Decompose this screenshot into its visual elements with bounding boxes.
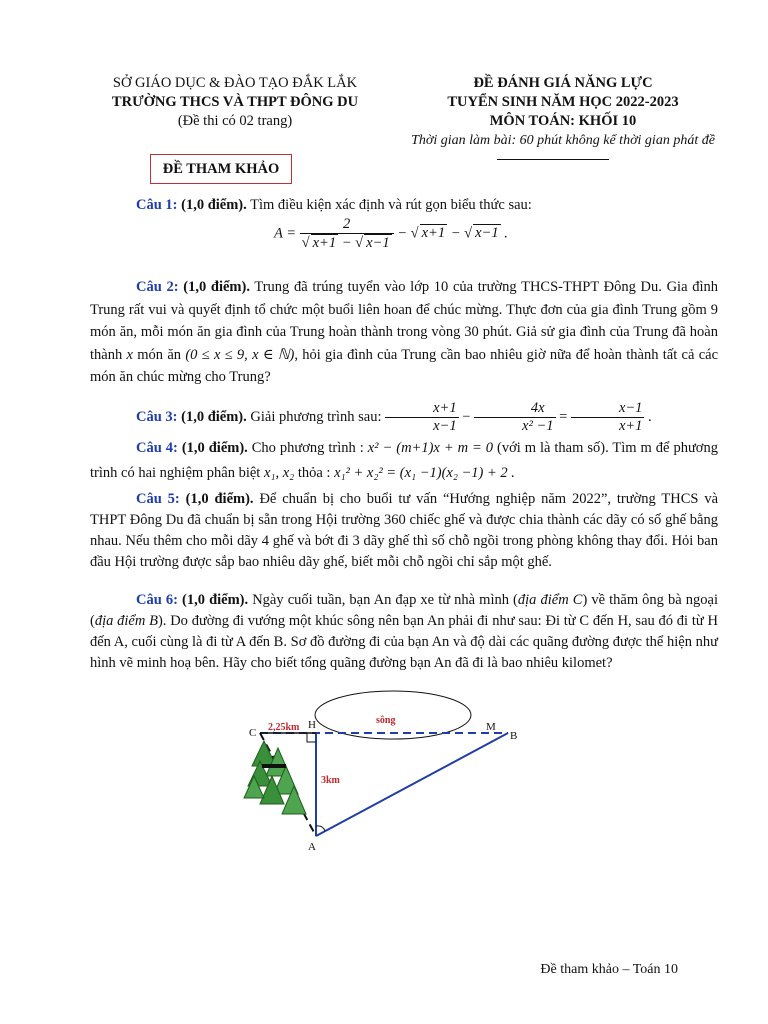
question-4-equation: x² − (m+1)x + m = 0 xyxy=(367,440,494,456)
question-1-points: (1,0 điểm). xyxy=(181,197,247,213)
q1-den-root-a: x+1 xyxy=(312,235,337,251)
question-5-label: Câu 5: xyxy=(136,491,180,507)
department-name: SỞ GIÁO DỤC & ĐÀO TẠO ĐẮK LẮK xyxy=(112,75,358,91)
exam-subject: MÔN TOÁN: KHỐI 10 xyxy=(489,113,637,129)
question-6-location-c: địa điểm C xyxy=(517,592,583,608)
exam-header xyxy=(388,74,738,150)
q1-lhs: A = xyxy=(274,225,297,242)
question-6-label: Câu 6: xyxy=(136,592,178,608)
label-river: sông xyxy=(376,715,396,726)
question-3-points: (1,0 điểm). xyxy=(181,408,247,425)
page-footer: Đề tham khảo – Toán 10 xyxy=(540,962,678,977)
label-b: B xyxy=(510,730,518,742)
exam-time: Thời gian làm bài: 60 phút không kể thời gian phát đề xyxy=(411,133,715,148)
label-ha-distance: 3km xyxy=(321,775,340,786)
question-2 xyxy=(90,276,718,389)
right-angle-h xyxy=(307,733,316,742)
question-6-points: (1,0 điểm). xyxy=(182,592,249,608)
q1-tail-root-a: x+1 xyxy=(421,225,446,242)
question-4-points: (1,0 điểm). xyxy=(181,440,248,456)
q1-tail-root-b: x−1 xyxy=(475,225,499,242)
question-4-text-a: Cho phương trình : xyxy=(251,440,364,456)
q3-fraction-1 xyxy=(385,400,458,435)
route-diagram xyxy=(230,686,530,856)
question-5-text: Để chuẩn bị cho buổi tư vấn “Hướng nghiệp năm 2022”, trường THCS và THPT Đông Du đã chuẩn bị sẵn trong Hội trường 360 chiếc ghế và được chia thành các dãy có số ghế bằng nhau. Nếu thêm cho mỗi dãy 4 ghế và bớt đi 3 dãy ghế thì số chỗ ngồi trong phòng không thay đổi. Hỏi ban đầu Hội trường được sắp bao nhiêu dãy ghế, biết mỗi chỗ ngồi chỉ sắp một ghế. xyxy=(90,491,719,570)
q1-numerator: 2 xyxy=(300,216,394,234)
question-2-condition: (0 ≤ x ≤ 9, x ∈ ℕ) xyxy=(185,346,295,363)
label-c: C xyxy=(249,727,257,739)
q3-f3-num: x−1 xyxy=(571,400,644,418)
q3-fraction-3 xyxy=(571,400,644,435)
question-6-location-b: địa điểm B xyxy=(94,613,158,629)
question-6-text-b: ) về thăm ông bà ngoại ( xyxy=(90,592,718,629)
question-4-condition: x₁² + x₂² = (x₁ −1)(x₂ −1) + 2 . xyxy=(334,465,515,481)
q1-denominator: √ x+1 − √ x−1 xyxy=(301,235,390,251)
question-5-points: (1,0 điểm). xyxy=(185,491,254,507)
label-ch-distance: 2,25km xyxy=(268,722,300,733)
question-2-text-c: , hỏi gia đình của Trung cần bao nhiêu giờ nữa để hoàn thành tất cả các món ăn chúc mừng cho Trung? xyxy=(90,346,719,385)
question-2-variable: x xyxy=(126,346,133,363)
question-4-roots: x₁, x₂ xyxy=(263,465,295,481)
question-3-label: Câu 3: xyxy=(136,408,178,425)
question-2-points: (1,0 điểm). xyxy=(183,279,250,295)
question-1-label: Câu 1: xyxy=(136,197,178,213)
question-1-text: Tìm điều kiện xác định và rút gọn biểu thức sau: xyxy=(250,197,532,213)
question-4-text-c: phương trình có hai nghiệm phân biệt xyxy=(90,440,718,481)
q3-f1-num: x+1 xyxy=(385,400,458,418)
question-3-text: Giải phương trình sau: xyxy=(250,408,382,425)
q3-f1-den: x−1 xyxy=(433,418,457,434)
q3-f3-den: x+1 xyxy=(618,418,643,434)
question-4 xyxy=(90,436,718,486)
question-6 xyxy=(90,590,718,674)
header-rule xyxy=(497,159,609,160)
q3-f2-num: 4x xyxy=(474,400,555,418)
question-4-label: Câu 4: xyxy=(136,440,178,456)
question-4-text-b: (với m là tham số). Tìm m để xyxy=(496,440,670,456)
school-name: TRƯỜNG THCS VÀ THPT ĐÔNG DU xyxy=(111,94,359,110)
question-1-formula: A = $\frac{2}{√ x+1 - √ x-1}$ − √ x+1 − √ x−1 . xyxy=(274,216,508,251)
forest-icon xyxy=(244,741,306,814)
exam-year: TUYỂN SINH NĂM HỌC 2022-2023 xyxy=(447,94,679,110)
q1-den-root-b: x−1 xyxy=(366,235,390,251)
label-a: A xyxy=(308,841,316,853)
q3-f2-den: x² −1 xyxy=(522,418,554,434)
question-2-text-a: Trung đã trúng tuyển vào lớp 10 của trường THCS-THPT Đông Du. Gia đình Trung rất vui và quyết định tổ chức một buổi liên hoan để chúc mừng. Thực đơn của gia đình Trung gồm 9 món ăn, mỗi món ăn gia đình của Trung hoàn thành trong vòng 30 phút. Giả sử gia đình của Trung đã hoàn thành xyxy=(90,279,718,363)
question-6-text-a: Ngày cuối tuần, bạn An đạp xe từ nhà mình ( xyxy=(252,592,518,608)
question-2-text-b: món ăn xyxy=(137,346,182,363)
q1-fraction xyxy=(300,216,394,252)
question-4-text-d: thỏa : xyxy=(297,465,331,481)
label-h: H xyxy=(308,719,316,731)
question-2-label: Câu 2: xyxy=(136,279,179,295)
q3-fraction-2 xyxy=(474,400,555,435)
label-m: M xyxy=(486,721,496,733)
question-6-text-c: ). Do đường đi vướng một khúc sông nên bạn An phải đi như sau: Đi từ C đến H, sau đó đi từ H đến A, cuối cùng là đi từ A đến B. Sơ đồ đường đi của bạn An và độ dài các quãng đường được thể hiện như hình vẽ minh hoạ bên. Hãy cho biết tổng quãng đường bạn An đã đi là bao nhiêu kilomet? xyxy=(90,613,718,671)
exam-title: ĐỀ ĐÁNH GIÁ NĂNG LỰC xyxy=(473,75,653,91)
page-count-note: (Đề thi có 02 trang) xyxy=(177,113,293,129)
school-header xyxy=(80,74,390,131)
segment-a-b xyxy=(316,733,508,836)
question-3: Câu 3: (1,0 điểm). Giải phương trình sau: $\frac{x+1}{x-1}$ − $\frac{4x}{\text{x² −1}}$ = $\frac{x-1}{x+1}$ . xyxy=(136,400,652,434)
reference-badge: ĐỀ THAM KHẢO xyxy=(150,154,292,184)
question-5 xyxy=(90,489,718,573)
question-1 xyxy=(90,195,718,216)
angle-mark-a xyxy=(316,826,325,831)
